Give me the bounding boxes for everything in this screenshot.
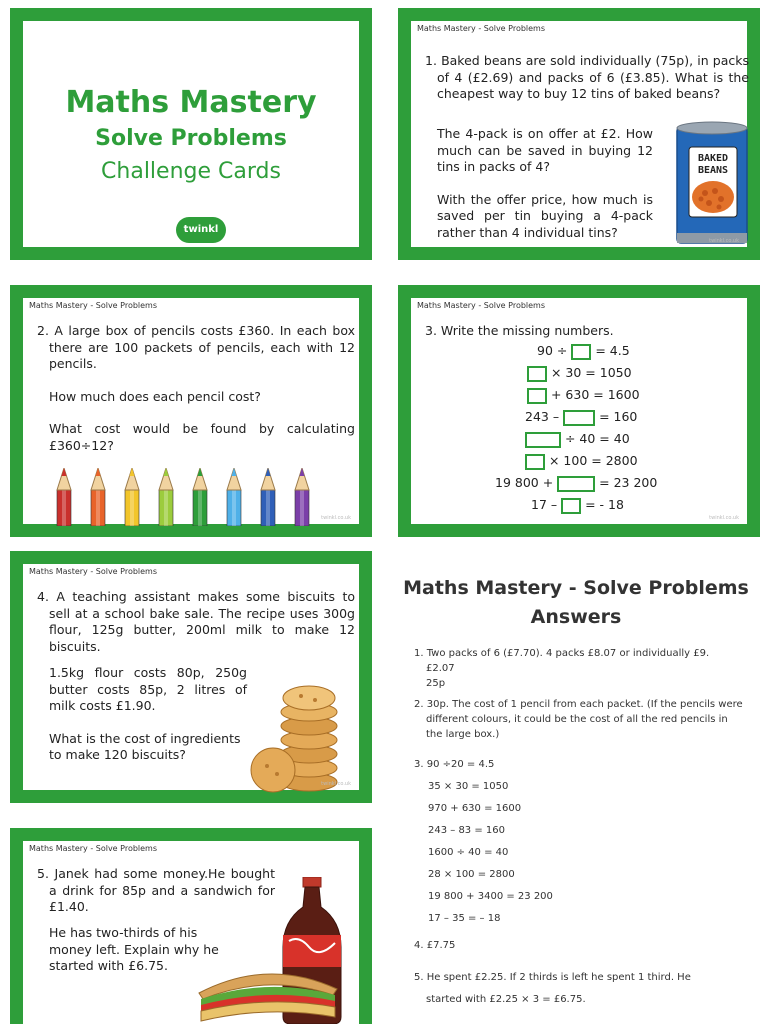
colored-pencils-icon — [51, 468, 341, 526]
question-5b: He has two-thirds of his money left. Explain why he started with £6.75. — [49, 925, 219, 973]
pencil-icon — [57, 468, 71, 526]
equation-row — [527, 387, 640, 404]
answer-1 — [414, 646, 754, 691]
question-4c: What is the cost of ingredients to make 120 biscuits? — [49, 730, 241, 762]
answer-line: 1. Two packs of 6 (£7.70). 4 packs £8.07 or individually £9. — [414, 648, 710, 659]
question-text — [37, 589, 355, 655]
answer-5 — [414, 967, 760, 1011]
card-header: Maths Mastery - Solve Problems — [29, 567, 158, 576]
answer-box[interactable] — [525, 454, 545, 470]
equation-left: 17 – — [531, 497, 558, 512]
question-text — [37, 866, 275, 916]
question-5: 5. Janek had some money.He bought a drink for 85p and a sandwich for £1.40. — [37, 866, 275, 914]
equation-right: = 160 — [599, 409, 638, 424]
equation-left: 243 – — [525, 409, 560, 424]
equation-right: = 4.5 — [595, 343, 630, 358]
answer-line: 970 + 630 = 1600 — [428, 803, 522, 814]
question-text-2 — [49, 665, 247, 764]
answer-box[interactable] — [563, 410, 595, 426]
question-1b: The 4-pack is on offer at £2. How much can be saved in buying 12 tins in packs of 4? — [437, 126, 653, 174]
answer-line: 19 800 + 3400 = 23 200 — [428, 891, 553, 902]
biscuits-icon — [249, 682, 361, 794]
question-text — [425, 53, 749, 103]
twinkl-logo-text: twinkl — [183, 224, 219, 235]
equation-right: × 30 = 1050 — [550, 365, 632, 380]
card-header: Maths Mastery - Solve Problems — [417, 24, 546, 33]
sandwich-icon — [193, 961, 343, 1024]
equation-right: × 100 = 2800 — [548, 453, 638, 468]
answers-title: Maths Mastery - Solve Problems — [403, 577, 749, 599]
pencil-icon — [261, 468, 275, 526]
cover-subtitle-2: Challenge Cards — [101, 159, 281, 184]
answer-line: started with £2.25 × 3 = £6.75. — [426, 994, 586, 1005]
card-footer: twinkl.co.uk — [321, 515, 351, 521]
answer-4: 4. £7.75 — [414, 940, 456, 951]
answer-line: 243 – 83 = 160 — [428, 825, 505, 836]
equation-row — [525, 453, 638, 470]
pencil-icon — [227, 468, 241, 526]
question-1c: With the offer price, how much is saved per tin buying a 4-pack rather than 4 individual tins? — [437, 191, 653, 240]
can-label-beans: BEANS — [697, 165, 729, 176]
can-label-baked: BAKED — [697, 153, 729, 164]
answer-line: 1600 ÷ 40 = 40 — [428, 847, 509, 858]
answer-line: the large box.) — [426, 729, 500, 740]
answer-line: 5. He spent £2.25. If 2 thirds is left he spent 1 third. He — [414, 972, 691, 983]
question-2: 2. A large box of pencils costs £360. In each box there are 100 packets of pencils, each with 12 pencils. — [37, 323, 355, 371]
cover-card — [10, 8, 372, 260]
equation-row — [527, 365, 632, 382]
answer-line: 25p — [426, 678, 446, 689]
equation-row — [525, 409, 637, 426]
pencil-icon — [295, 468, 309, 526]
question-4b: 1.5kg flour costs 80p, 250g butter costs 85p, 2 litres of milk costs £1.90. — [49, 665, 247, 713]
question-2c: What cost would be found by calculating £360÷12? — [49, 421, 355, 453]
answer-line: 17 – 35 = – 18 — [428, 913, 501, 924]
equation-row — [531, 497, 624, 514]
answer-line: 3. 90 ÷20 = 4.5 — [414, 759, 495, 770]
question-3: 3. Write the missing numbers. — [425, 323, 614, 338]
card-footer: twinkl.co.uk — [709, 238, 739, 244]
card-footer: twinkl.co.uk — [321, 781, 351, 787]
answer-box[interactable] — [561, 498, 581, 514]
card-header: Maths Mastery - Solve Problems — [29, 844, 158, 853]
pencil-icon — [125, 468, 139, 526]
answer-3 — [414, 754, 744, 930]
cover-title: Maths Mastery — [65, 85, 317, 120]
pencil-icon — [193, 468, 207, 526]
answer-line: 35 × 30 = 1050 — [428, 781, 509, 792]
answers-subtitle: Answers — [530, 606, 622, 628]
answer-box[interactable] — [557, 476, 595, 492]
equation-right: + 630 = 1600 — [550, 387, 640, 402]
question-text — [37, 323, 355, 454]
answer-line: 2. 30p. The cost of 1 pencil from each packet. (If the pencils were — [414, 699, 743, 710]
cover-subtitle: Solve Problems — [95, 126, 287, 151]
answer-2 — [414, 697, 760, 742]
equation-right: ÷ 40 = 40 — [564, 431, 630, 446]
challenge-card-3 — [398, 285, 760, 537]
equation-row — [537, 343, 630, 360]
equation-row — [525, 431, 630, 448]
pencil-icon — [159, 468, 173, 526]
question-2b: How much does each pencil cost? — [49, 388, 261, 404]
equation-left: 90 ÷ — [537, 343, 568, 358]
card-header: Maths Mastery - Solve Problems — [417, 301, 546, 310]
baked-beans-can-icon — [675, 121, 749, 249]
equation-left: 19 800 + — [495, 475, 554, 490]
challenge-card-2 — [10, 285, 372, 537]
question-1: 1. Baked beans are sold individually (75p), in packs of 4 (£2.69) and packs of 6 (£3.85). What is the cheapest way to buy 12 tins of baked beans? — [425, 53, 749, 101]
card-header: Maths Mastery - Solve Problems — [29, 301, 158, 310]
card-footer: twinkl.co.uk — [709, 515, 739, 521]
challenge-card-1 — [398, 8, 760, 260]
question-4: 4. A teaching assistant makes some biscuits to sell at a school bake sale. The recipe uses 300g flour, 125g butter, 200ml milk to make 12 biscuits. — [37, 589, 355, 654]
answer-box[interactable] — [525, 432, 561, 448]
answer-box[interactable] — [527, 388, 547, 404]
answer-box[interactable] — [571, 344, 591, 360]
answer-box[interactable] — [527, 366, 547, 382]
equation-row — [495, 475, 657, 492]
equation-right: = 23 200 — [599, 475, 658, 490]
pencil-icon — [91, 468, 105, 526]
question-text-2 — [437, 126, 653, 241]
answer-line: 28 × 100 = 2800 — [428, 869, 515, 880]
answer-line: different colours, it could be the cost of all the red pencils in — [426, 714, 728, 725]
equation-right: = - 18 — [585, 497, 624, 512]
challenge-card-5 — [10, 828, 372, 1024]
twinkl-logo — [176, 217, 226, 243]
answer-line: £2.07 — [426, 663, 455, 674]
challenge-card-4 — [10, 551, 372, 803]
